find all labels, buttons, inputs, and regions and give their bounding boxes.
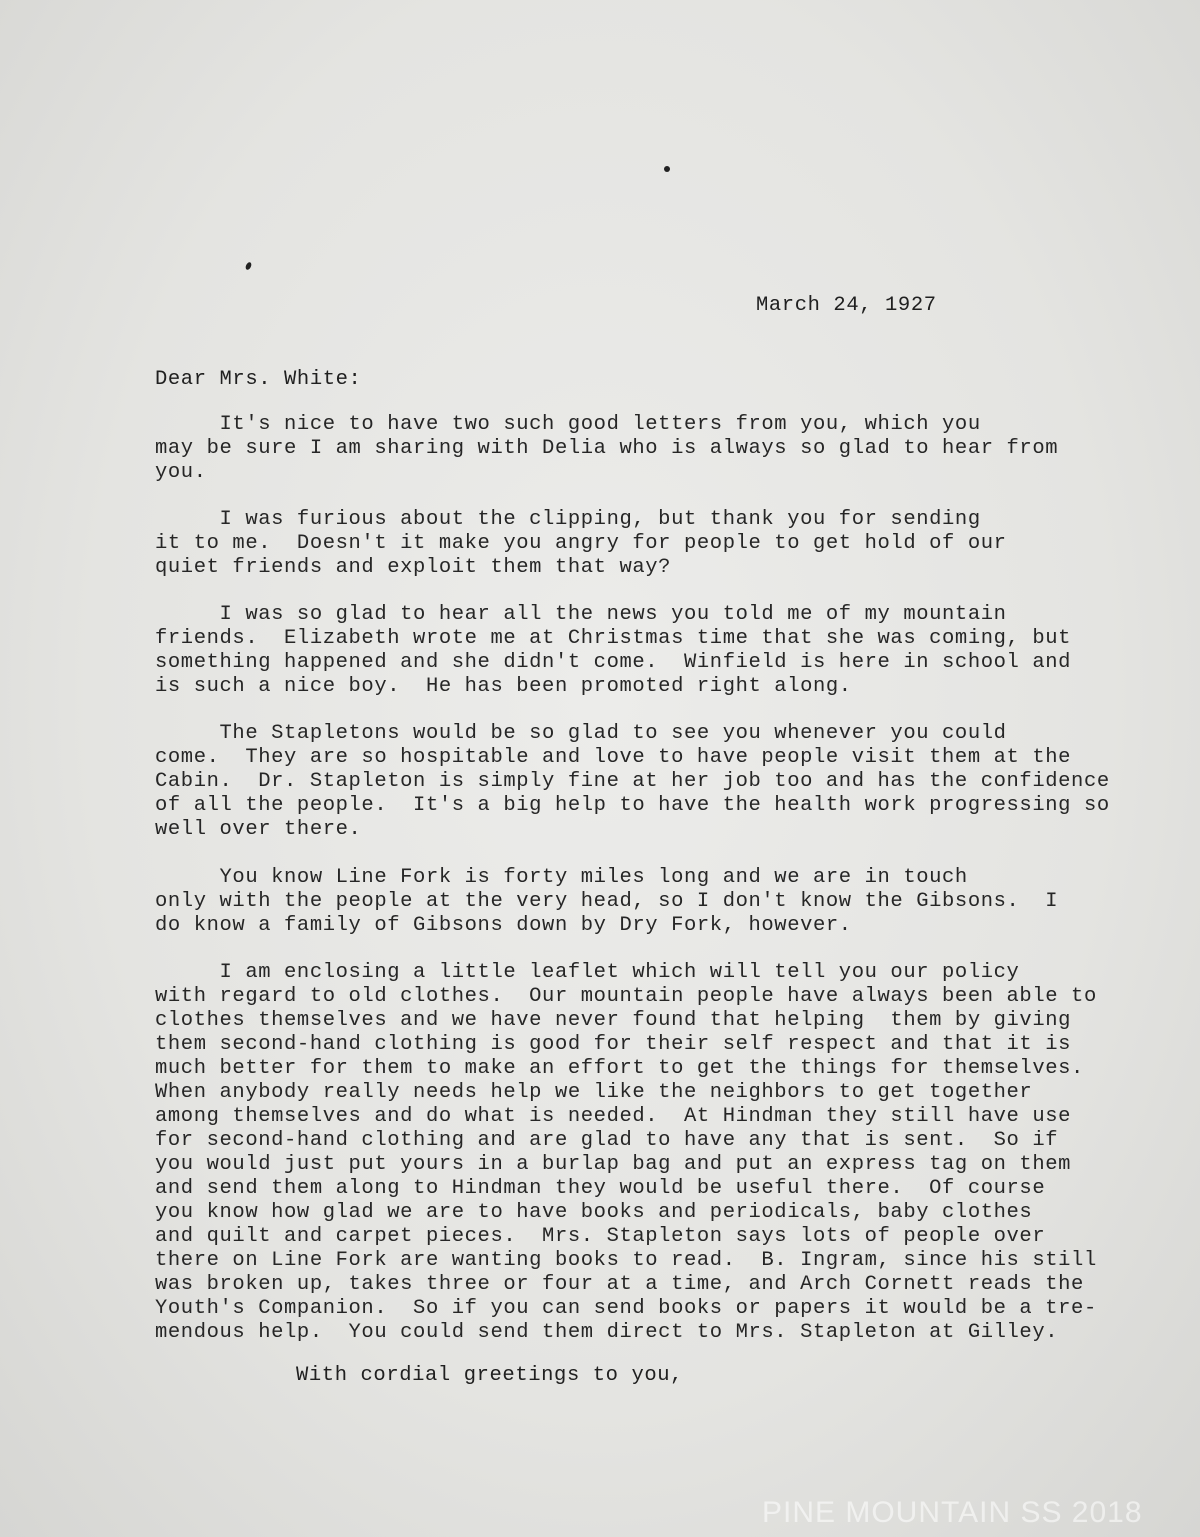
body-line: for second-hand clothing and are glad to have any that is sent. So if [155,1129,1059,1152]
ink-speck [245,261,253,270]
closing-line: With cordial greetings to you, [296,1364,684,1387]
body-line: with regard to old clothes. Our mountain people have always been able to [155,985,1097,1008]
body-line: It's nice to have two such good letters from you, which you [155,413,981,436]
body-line: clothes themselves and we have never found that helping them by giving [155,1009,1072,1032]
body-line: I was so glad to hear all the news you told me of my mountain [155,603,1007,626]
body-line: mendous help. You could send them direct to Mrs. Stapleton at Gilley. [155,1321,1059,1344]
ink-speck [664,166,670,172]
body-line: I was furious about the clipping, but thank you for sending [155,508,981,531]
body-line: you. [155,461,207,484]
body-line: much better for them to make an effort to get the things for themselves. [155,1057,1084,1080]
body-line: friends. Elizabeth wrote me at Christmas time that she was coming, but [155,627,1072,650]
letter-date: March 24, 1927 [756,294,937,317]
body-line: among themselves and do what is needed. At Hindman they still have use [155,1105,1072,1128]
body-line: come. They are so hospitable and love to have people visit them at the [155,746,1072,769]
body-line: was broken up, takes three or four at a time, and Arch Cornett reads the [155,1273,1084,1296]
body-line: well over there. [155,818,362,841]
body-line: it to me. Doesn't it make you angry for people to get hold of our [155,532,1007,555]
watermark: PINE MOUNTAIN SS 2018 [762,1496,1143,1529]
body-line: only with the people at the very head, so I don't know the Gibsons. I [155,890,1059,913]
body-line: Cabin. Dr. Stapleton is simply fine at her job too and has the confidence [155,770,1110,793]
body-line: something happened and she didn't come. Winfield is here in school and [155,651,1072,674]
body-line: do know a family of Gibsons down by Dry Fork, however. [155,914,852,937]
body-line: there on Line Fork are wanting books to read. B. Ingram, since his still [155,1249,1097,1272]
body-line: of all the people. It's a big help to have the health work progressing so [155,794,1110,817]
body-line: you know how glad we are to have books and periodicals, baby clothes [155,1201,1033,1224]
body-line: and quilt and carpet pieces. Mrs. Stapleton says lots of people over [155,1225,1046,1248]
body-line: you would just put yours in a burlap bag and put an express tag on them [155,1153,1072,1176]
body-line: Youth's Companion. So if you can send books or papers it would be a tre- [155,1297,1097,1320]
body-line: is such a nice boy. He has been promoted right along. [155,675,852,698]
body-line: You know Line Fork is forty miles long and we are in touch [155,866,968,889]
body-line: them second-hand clothing is good for their self respect and that it is [155,1033,1072,1056]
body-line: I am enclosing a little leaflet which will tell you our policy [155,961,1020,984]
body-line: quiet friends and exploit them that way? [155,556,672,579]
body-line: The Stapletons would be so glad to see you whenever you could [155,722,1007,745]
body-line: and send them along to Hindman they would be useful there. Of course [155,1177,1046,1200]
salutation: Dear Mrs. White: [155,368,362,391]
body-line: When anybody really needs help we like the neighbors to get together [155,1081,1033,1104]
body-line: may be sure I am sharing with Delia who is always so glad to hear from [155,437,1059,460]
